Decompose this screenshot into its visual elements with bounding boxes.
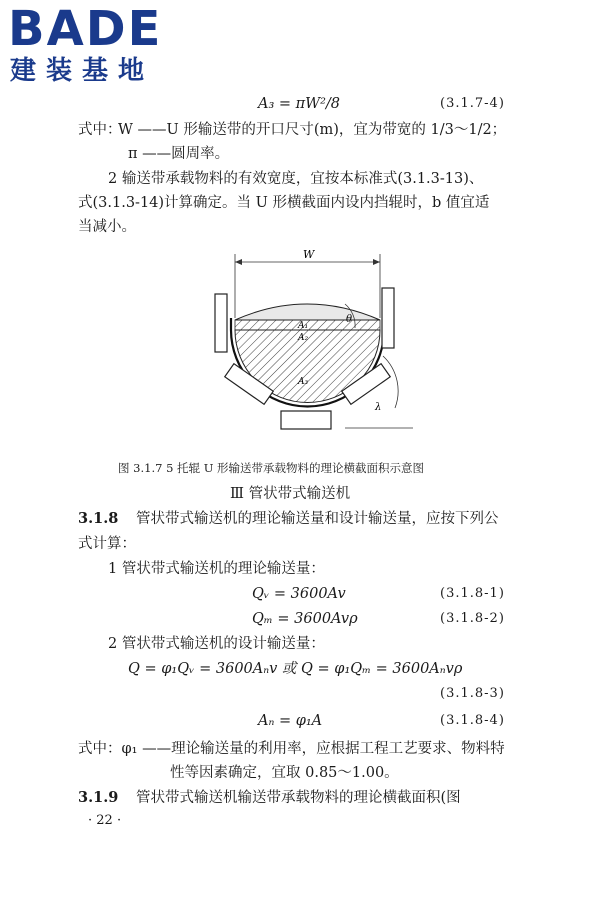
page-number: · 22 · — [88, 813, 122, 828]
logo-brand: BADE — [8, 1, 163, 57]
figure-u-belt-cross-section — [195, 248, 425, 448]
clause-3-1-8-line-1: 管状带式输送机的理论输送量和设计输送量，应按下列公 — [136, 511, 499, 527]
equation-3-1-8-4: Aₙ = φ₁A — [258, 713, 323, 729]
label-theta: θ — [346, 314, 353, 325]
item-2-line-2: 式(3.1.3-14)计算确定。当 U 形横截面内设内挡辊时，b 值宜适 — [78, 195, 490, 211]
label-a2: A₂ — [298, 333, 309, 343]
clause-3-1-8-line-2: 式计算： — [78, 536, 136, 552]
equation-number: (3.1.7-4) — [440, 96, 505, 111]
equation-3-1-8-2: Qₘ = 3600Avρ — [252, 611, 358, 627]
label-a1: A₁ — [298, 321, 309, 331]
item-2-heading: 2 管状带式输送机的设计输送量： — [108, 636, 325, 652]
section-heading: Ⅲ 管状带式输送机 — [230, 486, 351, 502]
equation-3-1-8-1: Qᵥ = 3600Av — [252, 586, 346, 602]
where-w-description: W ——U 形输送带的开口尺寸(m)，宜为带宽的 1/3～1/2； — [118, 122, 507, 138]
item-1-heading: 1 管状带式输送机的理论输送量： — [108, 561, 325, 577]
equation-number: (3.1.8-4) — [440, 713, 505, 728]
label-w: W — [303, 248, 315, 261]
where-phi-line-1: 式中：φ₁ ——理论输送量的利用率，应根据工程工艺要求、物料特 — [78, 741, 505, 757]
angle-lambda-arc — [383, 356, 398, 408]
area-a1 — [235, 304, 380, 320]
where-pi-description: π ——圆周率。 — [128, 146, 230, 162]
equation-number: (3.1.8-1) — [440, 586, 505, 601]
figure-caption: 图 3.1.7 5 托辊 U 形输送带承载物料的理论横截面积示意图 — [118, 461, 425, 475]
label-lambda: λ — [375, 402, 382, 413]
logo-subtitle: 建装基地 — [10, 56, 155, 86]
where-phi-line-2: 性等因素确定，宜取 0.85～1.00。 — [170, 765, 399, 781]
item-2-line-3: 当减小。 — [78, 219, 136, 235]
clause-number-3-1-8: 3.1.8 — [78, 510, 119, 527]
equation-number: (3.1.8-2) — [440, 611, 505, 626]
where-lead: 式中： — [78, 122, 122, 138]
clause-number-3-1-9: 3.1.9 — [78, 789, 119, 806]
label-a3: A₃ — [298, 377, 309, 387]
idler-right — [382, 288, 394, 348]
equation-3-1-8-3: Q = φ₁Qᵥ = 3600Aₙv 或 Q = φ₁Qₘ = 3600Aₙvρ — [128, 661, 463, 677]
equation-3-1-7-4: A₃ = πW²/8 — [258, 96, 341, 112]
idler-left — [215, 294, 227, 352]
equation-number: (3.1.8-3) — [440, 686, 505, 701]
idler-bottom — [281, 411, 331, 429]
item-2-line-1: 2 输送带承载物料的有效宽度，宜按本标准式(3.1.3-13)、 — [108, 171, 484, 187]
clause-3-1-9-text: 管状带式输送机输送带承载物料的理论横截面积(图 — [136, 790, 461, 806]
